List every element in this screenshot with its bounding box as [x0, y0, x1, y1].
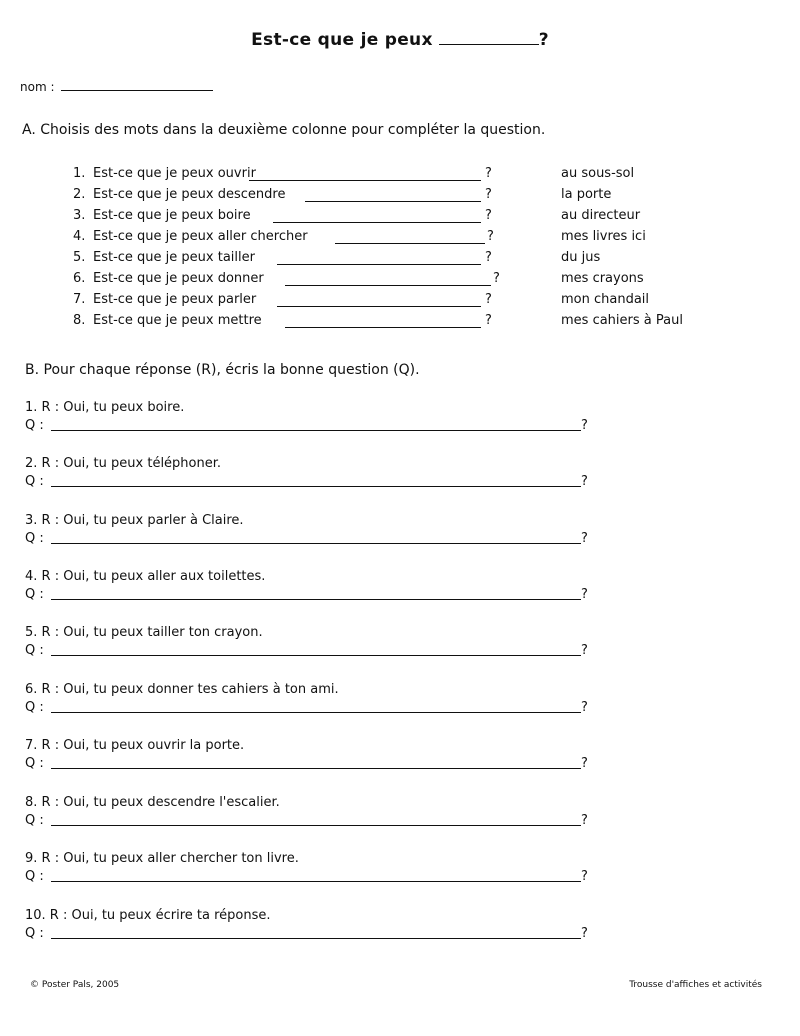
response-text: 9. R : Oui, tu peux aller chercher ton livre. [25, 851, 299, 866]
q-label: Q : [25, 418, 44, 433]
word-bank-column [561, 166, 781, 334]
question-mark: ? [485, 250, 492, 265]
question-answer-line [25, 926, 588, 944]
name-label: nom : [20, 80, 55, 94]
list-item [73, 208, 523, 229]
list-item [73, 250, 523, 271]
title-question-mark: ? [538, 30, 549, 50]
word-bank-item: mes livres ici [561, 229, 646, 244]
q-label: Q : [25, 869, 44, 884]
list-item [73, 313, 523, 334]
question-mark: ? [485, 187, 492, 202]
question-mark: ? [485, 313, 492, 328]
question-mark: ? [485, 292, 492, 307]
q-label: Q : [25, 531, 44, 546]
question-text: Est-ce que je peux parler [93, 292, 257, 307]
answer-blank-line[interactable] [51, 768, 581, 769]
response-text: 8. R : Oui, tu peux descendre l'escalier. [25, 795, 280, 810]
answer-blank-line[interactable] [51, 599, 581, 600]
question-text: Est-ce que je peux aller chercher [93, 229, 308, 244]
name-blank-line[interactable] [61, 80, 213, 91]
question-mark: ? [581, 418, 588, 433]
question-answer-line [25, 587, 588, 605]
answer-blank-line[interactable] [51, 825, 581, 826]
question-mark: ? [581, 474, 588, 489]
page-title [0, 30, 800, 50]
footer-credit: Trousse d'affiches et activités [629, 980, 762, 990]
q-label: Q : [25, 474, 44, 489]
response-item [25, 569, 588, 605]
section-b-instruction: B. Pour chaque réponse (R), écris la bonne question (Q). [25, 362, 420, 378]
question-number: 7. [73, 292, 86, 307]
question-mark: ? [485, 166, 492, 181]
question-mark: ? [581, 700, 588, 715]
question-mark: ? [581, 587, 588, 602]
question-mark: ? [581, 643, 588, 658]
list-item [73, 271, 523, 292]
response-item [25, 738, 588, 774]
question-answer-line [25, 531, 588, 549]
answer-blank-line[interactable] [51, 881, 581, 882]
response-text: 10. R : Oui, tu peux écrire ta réponse. [25, 908, 271, 923]
question-text: Est-ce que je peux ouvrir [93, 166, 256, 181]
footer-copyright: © Poster Pals, 2005 [30, 980, 120, 990]
question-mark: ? [485, 208, 492, 223]
question-mark: ? [581, 813, 588, 828]
question-answer-line [25, 869, 588, 887]
response-text: 2. R : Oui, tu peux téléphoner. [25, 456, 222, 471]
question-number: 2. [73, 187, 86, 202]
question-number: 6. [73, 271, 86, 286]
name-field-row [20, 80, 213, 94]
question-mark: ? [487, 229, 494, 244]
q-label: Q : [25, 813, 44, 828]
question-text: Est-ce que je peux boire [93, 208, 251, 223]
answer-blank-line[interactable] [273, 222, 481, 223]
response-item [25, 456, 588, 492]
list-item [73, 166, 523, 187]
question-text: Est-ce que je peux mettre [93, 313, 262, 328]
response-item [25, 682, 588, 718]
q-label: Q : [25, 700, 44, 715]
question-mark: ? [581, 756, 588, 771]
answer-blank-line[interactable] [51, 486, 581, 487]
word-bank-item: mon chandail [561, 292, 650, 307]
q-label: Q : [25, 756, 44, 771]
question-mark: ? [493, 271, 500, 286]
response-text: 6. R : Oui, tu peux donner tes cahiers à ton ami. [25, 682, 339, 697]
response-item [25, 625, 588, 661]
question-mark: ? [581, 926, 588, 941]
answer-blank-line[interactable] [51, 543, 581, 544]
answer-blank-line[interactable] [285, 327, 481, 328]
question-answer-line [25, 643, 588, 661]
section-a-instruction: A. Choisis des mots dans la deuxième colonne pour compléter la question. [22, 122, 546, 138]
question-number: 5. [73, 250, 86, 265]
answer-blank-line[interactable] [51, 655, 581, 656]
answer-blank-line[interactable] [335, 243, 485, 244]
response-item [25, 908, 588, 944]
response-item [25, 795, 588, 831]
question-answer-line [25, 813, 588, 831]
response-text: 7. R : Oui, tu peux ouvrir la porte. [25, 738, 245, 753]
response-text: 3. R : Oui, tu peux parler à Claire. [25, 513, 244, 528]
answer-blank-line[interactable] [277, 306, 481, 307]
answer-blank-line[interactable] [51, 938, 581, 939]
response-text: 5. R : Oui, tu peux tailler ton crayon. [25, 625, 263, 640]
response-item [25, 513, 588, 549]
q-label: Q : [25, 587, 44, 602]
response-item [25, 400, 588, 436]
response-text: 1. R : Oui, tu peux boire. [25, 400, 185, 415]
q-label: Q : [25, 643, 44, 658]
word-bank-item: du jus [561, 250, 601, 265]
q-label: Q : [25, 926, 44, 941]
list-item [73, 292, 523, 313]
list-item [73, 229, 523, 250]
question-answer-line [25, 474, 588, 492]
question-mark: ? [581, 531, 588, 546]
question-text: Est-ce que je peux donner [93, 271, 264, 286]
title-blank-line[interactable] [439, 30, 539, 45]
question-mark: ? [581, 869, 588, 884]
answer-blank-line[interactable] [277, 264, 481, 265]
list-item [73, 187, 523, 208]
title-text: Est-ce que je peux [251, 30, 433, 50]
answer-blank-line[interactable] [305, 201, 481, 202]
question-number: 1. [73, 166, 86, 181]
question-number: 4. [73, 229, 86, 244]
word-bank-item: au directeur [561, 208, 641, 223]
answer-blank-line[interactable] [51, 712, 581, 713]
question-answer-line [25, 418, 588, 436]
question-text: Est-ce que je peux tailler [93, 250, 255, 265]
answer-blank-line[interactable] [285, 285, 491, 286]
question-number: 8. [73, 313, 86, 328]
word-bank-item: la porte [561, 187, 612, 202]
question-number: 3. [73, 208, 86, 223]
response-text: 4. R : Oui, tu peux aller aux toilettes. [25, 569, 266, 584]
word-bank-item: mes cahiers à Paul [561, 313, 683, 328]
answer-blank-line[interactable] [249, 180, 481, 181]
question-answer-line [25, 756, 588, 774]
word-bank-item: mes crayons [561, 271, 644, 286]
question-text: Est-ce que je peux descendre [93, 187, 286, 202]
word-bank-item: au sous-sol [561, 166, 635, 181]
response-item [25, 851, 588, 887]
question-answer-line [25, 700, 588, 718]
section-a-question-list [73, 166, 523, 334]
answer-blank-line[interactable] [51, 430, 581, 431]
